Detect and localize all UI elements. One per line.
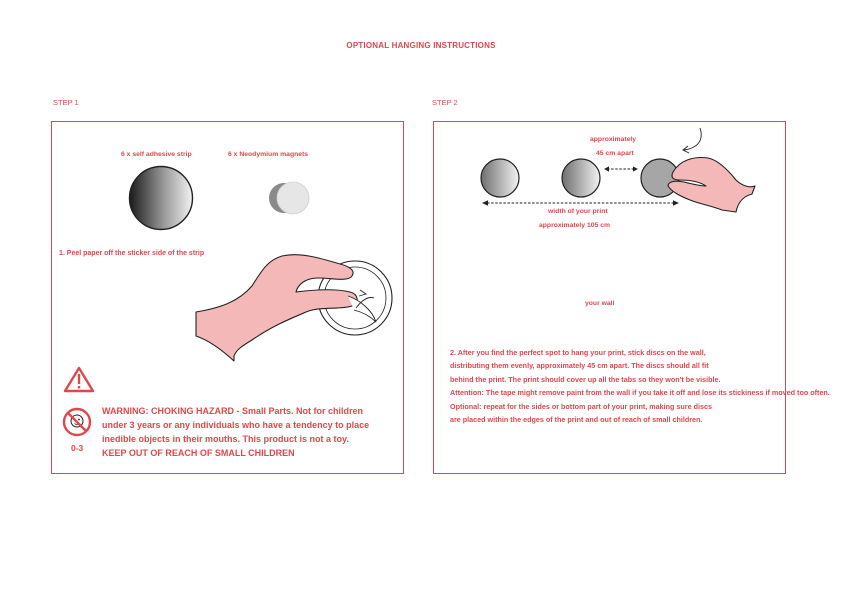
- warning-line: WARNING: CHOKING HAZARD - Small Parts. Not for children: [102, 406, 364, 416]
- width-label-line2: approximately 105 cm: [539, 222, 611, 229]
- page-title: OPTIONAL HANGING INSTRUCTIONS: [346, 41, 496, 50]
- instruction-line: lose its stickiness if moved too often.: [701, 388, 830, 398]
- instruction-line: Optional: repeat for the sides or bottom part of your print, making sure discs: [450, 401, 712, 411]
- magnet-label: 6 x Neodymium magnets: [228, 151, 309, 158]
- peel-instruction: 1. Peel paper off the sticker side of the strip: [59, 250, 205, 257]
- step2-label: STEP 2: [432, 98, 458, 107]
- instruction-line: 2. After you find the perfect spot to hang your print, stick discs on the wall,: [450, 348, 706, 357]
- instruction-line: behind the print. The print should cover up all the tabs so they won't be visible.: [450, 374, 721, 384]
- instruction-line: are placed within the edges of the print and out of reach of small children.: [450, 415, 703, 425]
- wall-disc: [481, 159, 519, 197]
- instruction-line: distributing them evenly, approximately 45 cm apart. The discs should all fit: [450, 361, 709, 371]
- pressing-hand-icon: [668, 158, 755, 212]
- spacing-label-line1: approximately: [590, 136, 637, 143]
- spacing-arrow-icon: [604, 166, 638, 171]
- instruction-line: Attention: The tape might remove paint from the wall if you take it off and: [450, 388, 700, 398]
- width-label-line1: width of your print: [548, 208, 608, 215]
- wall-disc: [562, 159, 600, 197]
- step2-instructions: [450, 346, 842, 426]
- wall-label: your wall: [585, 300, 615, 307]
- spacing-label-line2: 45 cm apart: [596, 150, 634, 157]
- step1-label: STEP 1: [53, 98, 79, 107]
- warning-line: inedible objects in their mouths. This product is not a toy.: [102, 434, 349, 444]
- warning-line: under 3 years or any individuals who have a tendency to place: [102, 420, 370, 430]
- width-arrow-icon: [482, 200, 679, 206]
- strip-label: 6 x self adhesive strip: [121, 151, 192, 158]
- warning-line: KEEP OUT OF REACH OF SMALL CHILDREN: [102, 448, 295, 458]
- age-label: 0-3: [71, 443, 84, 453]
